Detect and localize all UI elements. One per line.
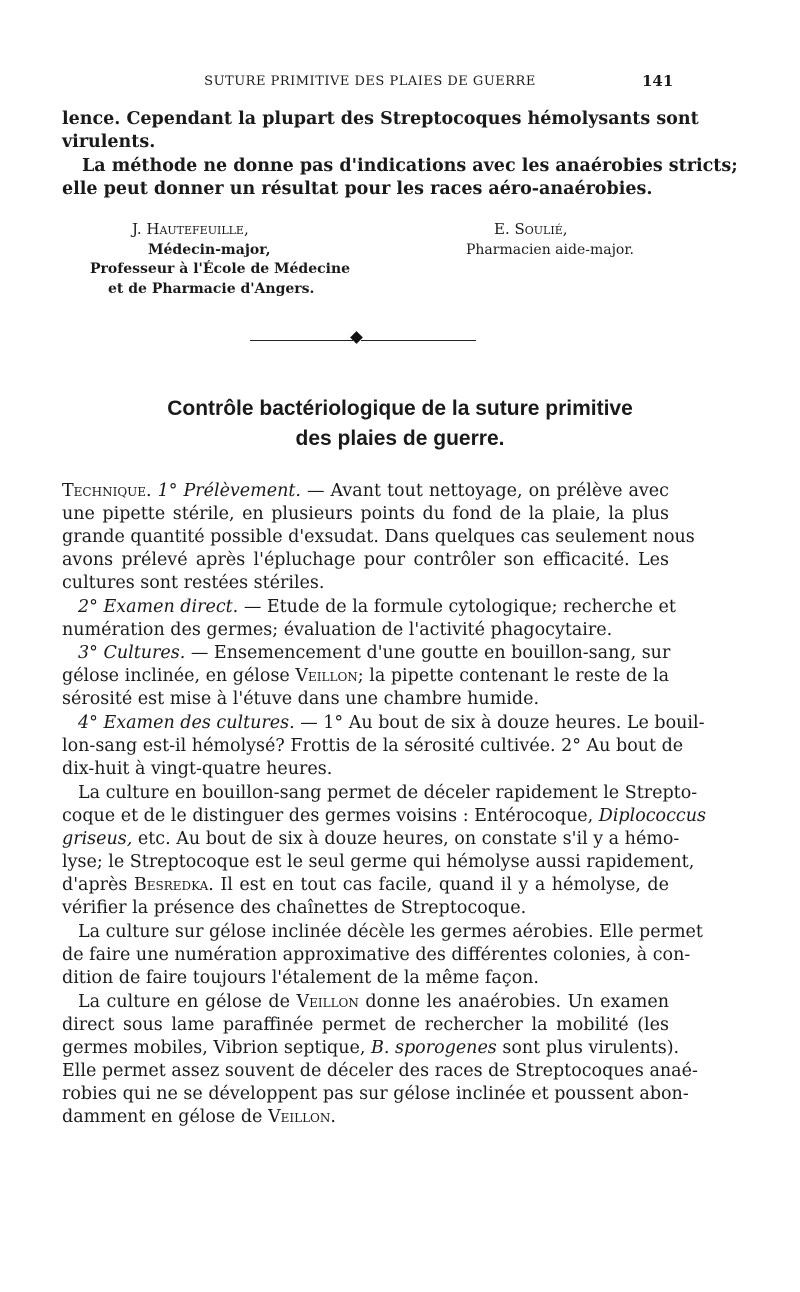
text-line: germes mobiles, Vibrion septique, B. sporogenes sont plus virulents). <box>62 1038 680 1058</box>
text-line: vérifier la présence des chaînettes de Streptocoque. <box>62 898 527 918</box>
text-line: La méthode ne donne pas d'indications avec les anaérobies stricts; <box>82 156 738 176</box>
separator-rule-right <box>361 340 476 341</box>
text-line: direct sous lame paraffinée permet de rechercher la mobilité (les <box>62 1015 669 1035</box>
text-line: lyse; le Streptocoque est le seul germe qui hémolyse aussi rapidement, <box>62 852 695 872</box>
signature-left-role: Médecin-major, <box>148 242 271 258</box>
text-line: gélose inclinée, en gélose Veillon; la pipette contenant le reste de la <box>62 666 670 686</box>
text-line: de faire une numération approximative des différentes colonies, à con- <box>62 945 691 965</box>
text-line: virulents. <box>62 132 156 152</box>
text-line: elle peut donner un résultat pour les races aéro-anaérobies. <box>62 179 653 199</box>
diamond-ornament-icon <box>350 331 363 344</box>
text-line: grande quantité possible d'exsudat. Dans quelques cas seulement nous <box>62 527 695 547</box>
text-line: cultures sont restées stériles. <box>62 573 325 593</box>
text-line: d'après Besredka. Il est en tout cas facile, quand il y a hémolyse, de <box>62 875 669 895</box>
text-line: lon-sang est-il hémolysé? Frottis de la sérosité cultivée. 2° Au bout de <box>62 736 684 756</box>
page-number: 141 <box>642 72 674 90</box>
text-line: numération des germes; évaluation de l'activité phagocytaire. <box>62 620 613 640</box>
text-line: griseus, etc. Au bout de six à douze heures, on constate s'il y a hémo- <box>62 829 680 849</box>
text-line: coque et de le distinguer des germes voisins : Entérocoque, Diplococcus <box>62 806 706 826</box>
text-line: 4° Examen des cultures. — 1° Au bout de six à douze heures. Le bouil- <box>78 713 705 733</box>
separator-rule-left <box>250 340 353 341</box>
signature-left-name: J. Hautefeuille, <box>132 220 249 238</box>
text-line: La culture en bouillon-sang permet de déceler rapidement le Strepto- <box>78 783 698 803</box>
text-line: damment en gélose de Veillon. <box>62 1107 336 1127</box>
text-line: avons prélevé après l'épluchage pour contrôler son efficacité. Les <box>62 550 669 570</box>
text-line: sérosité est mise à l'étuve dans une chambre humide. <box>62 689 540 709</box>
text-line: dix-huit à vingt-quatre heures. <box>62 759 333 779</box>
article-title: Contrôle bactériologique de la suture primitive <box>167 397 633 420</box>
text-line: une pipette stérile, en plusieurs points du fond de la plaie, la plus <box>62 504 669 524</box>
text-line: Elle permet assez souvent de déceler des races de Streptocoques anaé- <box>62 1061 698 1081</box>
text-line: lence. Cependant la plupart des Streptocoques hémolysants sont <box>62 109 699 129</box>
signature-left-role: et de Pharmacie d'Angers. <box>108 281 315 297</box>
signature-left-role: Professeur à l'École de Médecine <box>90 261 351 277</box>
text-line: Technique. 1° Prélèvement. — Avant tout nettoyage, on prélève avec <box>62 481 669 501</box>
text-line: 2° Examen direct. — Etude de la formule cytologique; recherche et <box>78 597 676 617</box>
text-line: dition de faire toujours l'étalement de la même façon. <box>62 968 539 988</box>
text-line: La culture en gélose de Veillon donne les anaérobies. Un examen <box>78 992 669 1012</box>
signature-right-name: E. Soulié, <box>494 220 568 238</box>
signature-right-role: Pharmacien aide-major. <box>466 242 634 258</box>
text-line: La culture sur gélose inclinée décèle les germes aérobies. Elle permet <box>78 922 703 942</box>
text-line: robies qui ne se développent pas sur gélose inclinée et poussent abon- <box>62 1084 689 1104</box>
article-title: des plaies de guerre. <box>295 427 505 450</box>
text-line: 3° Cultures. — Ensemencement d'une goutte en bouillon-sang, sur <box>78 643 671 663</box>
running-header: SUTURE PRIMITIVE DES PLAIES DE GUERRE <box>204 74 536 89</box>
